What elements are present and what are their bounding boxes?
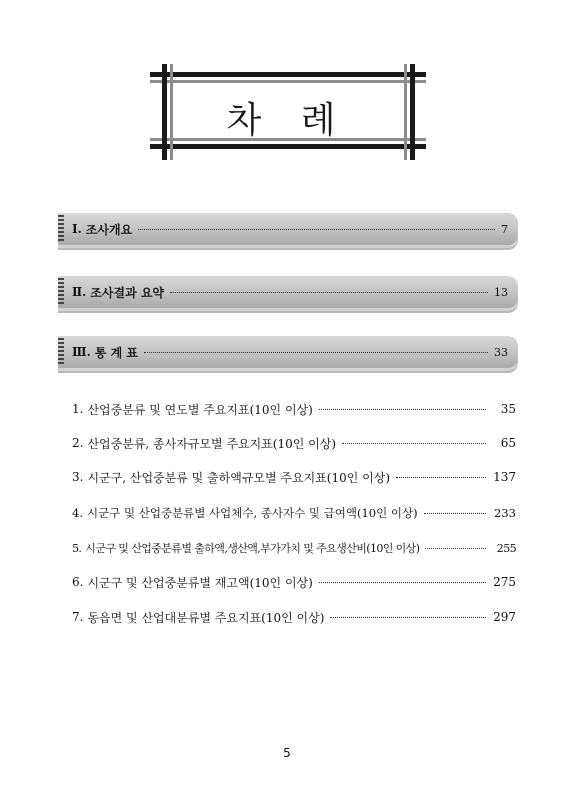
entry-number: 4. [72, 506, 83, 520]
entry-number: 3. [72, 470, 84, 484]
section-page: 33 [494, 345, 508, 359]
toc-entry[interactable] [72, 539, 516, 557]
entry-label: 시군구 및 산업중분류별 재고액(10인 이상) [87, 575, 313, 590]
entry-page: 65 [500, 436, 516, 450]
page-number: 5 [283, 746, 291, 760]
entry-number: 6. [72, 575, 84, 589]
section-number: Ⅱ. [72, 285, 87, 299]
entry-number: 1. [72, 402, 84, 416]
entry-label: 산업중분류, 종사자규모별 주요지표(10인 이상) [87, 436, 337, 451]
entry-number: 2. [72, 436, 84, 450]
entry-page: 255 [496, 541, 516, 555]
title-frame [150, 64, 426, 160]
leader-dots [144, 351, 488, 353]
entry-page: 137 [493, 470, 516, 484]
entry-label: 시군구 및 산업중분류별 출하액,생산액,부가가치 및 주요생산비(10인 이상) [85, 542, 420, 555]
section-page: 7 [501, 222, 508, 236]
entry-label: 동읍면 및 산업대분류별 주요지표(10인 이상) [87, 610, 325, 625]
leader-dots [319, 581, 486, 583]
entry-number: 5. [72, 541, 82, 555]
toc-entry[interactable] [72, 434, 516, 452]
entry-page: 35 [500, 402, 516, 416]
leader-dots [342, 442, 486, 444]
entry-label: 시군구, 산업중분류 및 출하액규모별 주요지표(10인 이상) [87, 470, 390, 485]
section-band-3[interactable] [58, 336, 518, 368]
entry-label: 시군구 및 산업중분류별 사업체수, 종사자수 및 급여액(10인 이상) [86, 506, 418, 520]
leader-dots [330, 616, 486, 618]
entry-label: 산업중분류 및 연도별 주요지표(10인 이상) [87, 402, 313, 417]
entry-number: 7. [72, 610, 84, 624]
entry-page: 297 [493, 610, 516, 624]
section-band-1[interactable] [58, 213, 518, 245]
entry-page: 233 [494, 506, 516, 520]
leader-dots [319, 408, 486, 410]
toc-entry[interactable] [72, 573, 516, 591]
page-title: 차 례 [226, 100, 350, 141]
section-label: 조사결과 요약 [90, 285, 165, 300]
leader-dots [396, 476, 486, 478]
leader-dots [138, 228, 495, 230]
section-label: 조사개요 [85, 222, 133, 237]
leader-dots [170, 291, 488, 293]
leader-dots [425, 547, 486, 549]
section-page: 13 [494, 285, 508, 299]
section-label: 통 계 표 [94, 345, 138, 360]
toc-entry[interactable] [72, 504, 516, 522]
leader-dots [424, 512, 486, 514]
section-number: Ⅲ. [72, 345, 91, 359]
entry-page: 275 [493, 575, 516, 589]
toc-entry[interactable] [72, 400, 516, 418]
section-number: Ⅰ. [72, 222, 82, 236]
toc-entry[interactable] [72, 608, 516, 626]
toc-entry[interactable] [72, 468, 516, 486]
section-band-2[interactable] [58, 276, 518, 308]
